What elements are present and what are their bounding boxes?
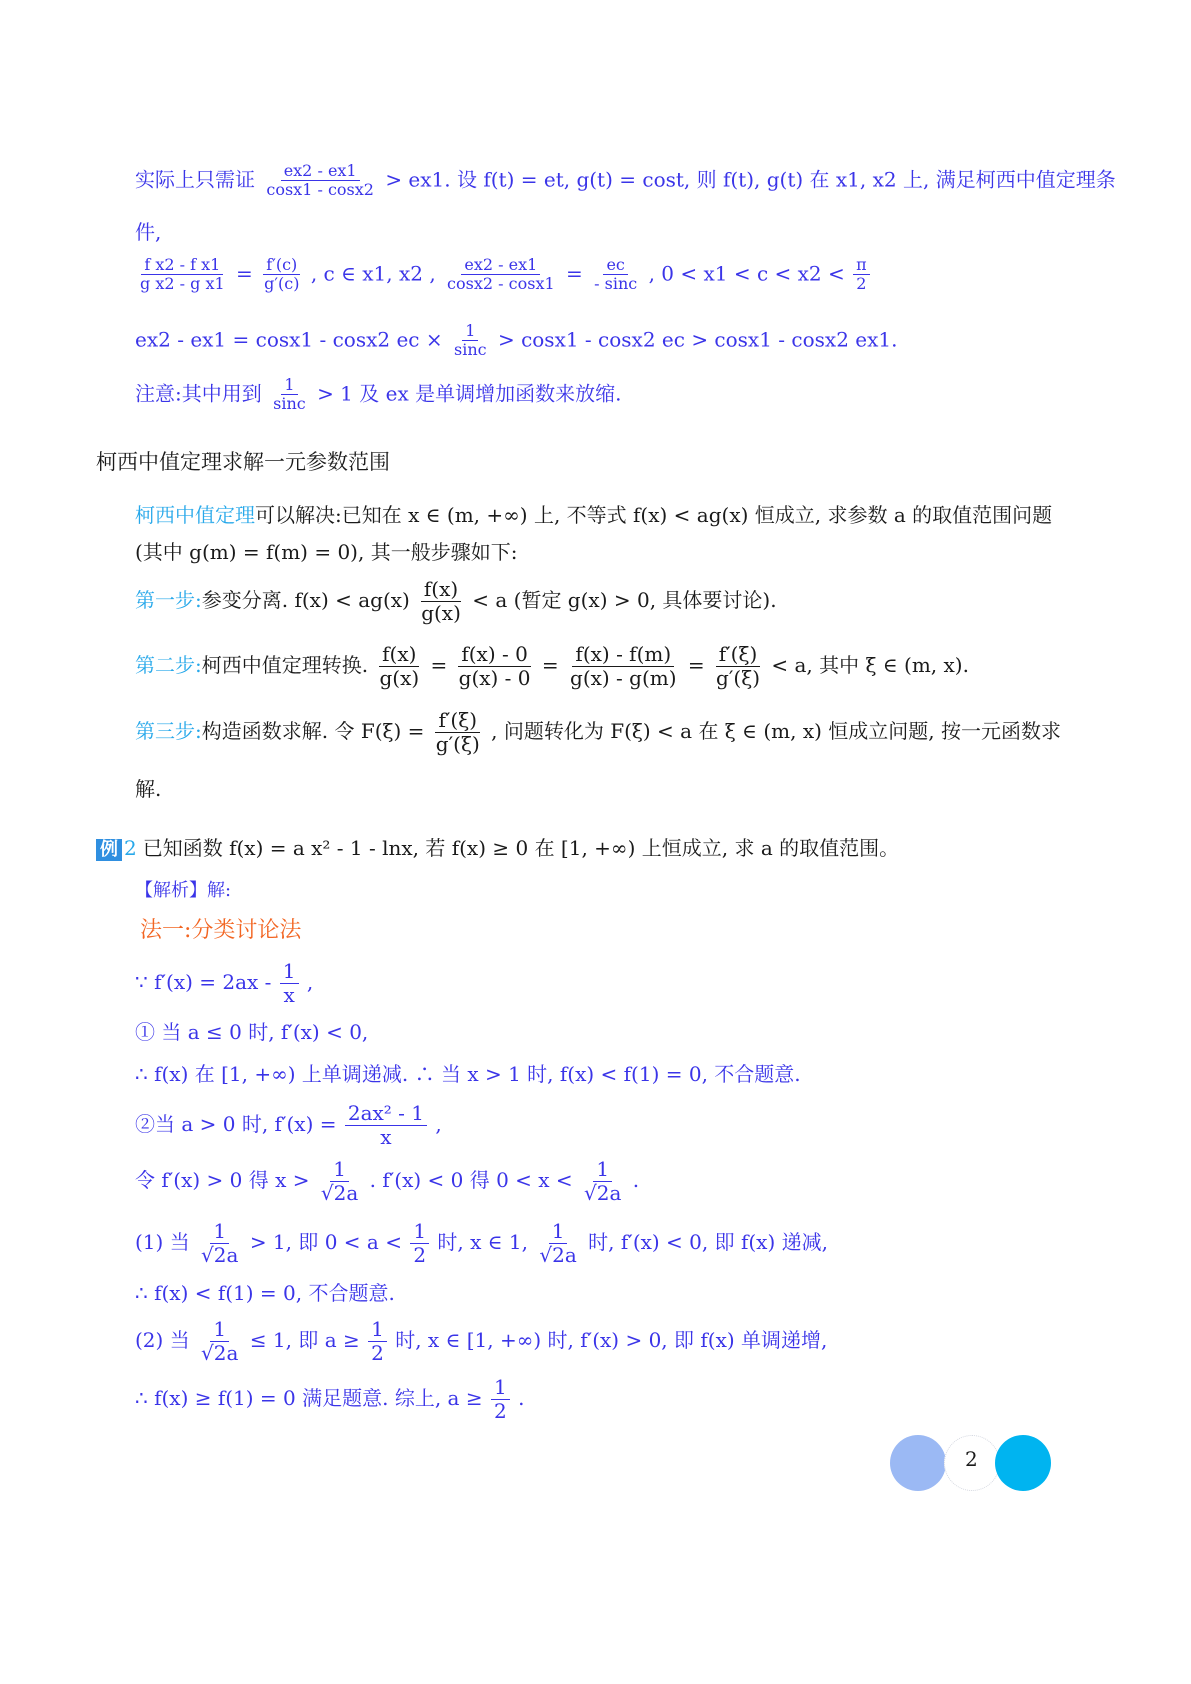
fraction-denominator: √2a — [320, 1181, 359, 1205]
text-segment: 时, x ∈ 1, — [437, 1230, 529, 1254]
solution-line — [135, 960, 313, 1007]
text-segment: , — [306, 970, 314, 994]
equals-sign: = — [430, 653, 448, 677]
solution-line — [135, 1158, 639, 1205]
fraction-denominator: g(x) — [379, 666, 420, 690]
solution-line — [135, 1318, 827, 1365]
fraction — [270, 376, 309, 414]
text-segment: < a (暂定 g(x) > 0, 具体要讨论). — [472, 588, 777, 612]
text-segment: < a, 其中 ξ ∈ (m, x). — [771, 653, 969, 677]
fraction — [581, 1158, 624, 1205]
fraction-numerator: f(x) — [421, 578, 461, 602]
text-segment: . — [518, 1386, 525, 1410]
fraction-numerator: f′(c) — [263, 256, 300, 275]
fraction — [853, 256, 870, 294]
fraction-numerator: f(x) - f(m) — [572, 643, 674, 667]
text-segment: ≤ 1, 即 a ≥ — [249, 1328, 360, 1352]
fraction — [345, 1102, 427, 1149]
text-line — [135, 162, 1116, 200]
fraction — [536, 1220, 579, 1267]
text-segment: > 1 及 ex 是单调增加函数来放缩. — [317, 381, 622, 406]
fraction-denominator: 2 — [371, 1341, 384, 1365]
equals-sign: = — [236, 261, 253, 286]
fraction-denominator: cosx1 - cosx2 — [266, 180, 374, 200]
text-line — [135, 503, 1052, 527]
fraction-denominator: g x2 - g x1 — [140, 274, 225, 294]
fraction — [261, 256, 302, 294]
example-line — [96, 836, 899, 861]
fraction-numerator: 2ax² - 1 — [345, 1102, 427, 1126]
solution-line: ∴ f(x) 在 [1, +∞) 上单调递减. ∴ 当 x > 1 时, f(x) < f(1) = 0, 不合题意. — [135, 1062, 801, 1086]
text-segment: 可以解决:已知在 x ∈ (m, +∞) 上, 不等式 f(x) < ag(x) 恒成立, 求参数 a 的取值范围问题 — [255, 503, 1053, 527]
step-line — [135, 643, 969, 690]
text-segment: > cosx1 - cosx2 ec > cosx1 - cosx2 ex1. — [497, 327, 898, 352]
section-heading: 柯西中值定理求解一元参数范围 — [96, 450, 390, 474]
text-segment: > ex1. 设 f(t) = et, g(t) = cost, 则 f(t), g(t) 在 x1, x2 上, 满足柯西中值定理条 — [385, 167, 1116, 192]
text-segment: , 0 < x1 < c < x2 < — [648, 261, 845, 286]
fraction-numerator: ec — [603, 256, 627, 275]
solution-line — [135, 1220, 828, 1267]
fraction-numerator: f(x) - 0 — [458, 643, 530, 667]
fraction-denominator: g(x) - 0 — [458, 666, 531, 690]
fraction-numerator: 1 — [462, 322, 478, 341]
step-label: 第一步: — [135, 588, 202, 612]
page-circle-right — [995, 1435, 1051, 1491]
fraction — [713, 643, 763, 690]
page-circle-left — [890, 1435, 946, 1491]
fraction-denominator: g(x) - g(m) — [570, 666, 677, 690]
solution-line: ① 当 a ≤ 0 时, f′(x) < 0, — [135, 1020, 369, 1044]
fraction — [318, 1158, 361, 1205]
fraction-numerator: π — [853, 256, 870, 275]
formula-line — [135, 322, 897, 360]
fraction-denominator: √2a — [539, 1243, 577, 1267]
fraction-denominator: cosx2 - cosx1 — [447, 274, 555, 294]
fraction — [456, 643, 534, 690]
fraction-denominator: g(x) — [421, 601, 461, 625]
text-segment: (2) 当 — [135, 1328, 190, 1352]
fraction — [444, 256, 558, 294]
fraction — [418, 578, 464, 625]
text-segment: 注意:其中用到 — [135, 381, 262, 406]
solution-line — [135, 1376, 524, 1423]
text-segment: 参变分离. f(x) < ag(x) — [201, 588, 410, 612]
text-segment: 时, f′(x) < 0, 即 f(x) 递减, — [588, 1230, 828, 1254]
text-segment: 时, x ∈ [1, +∞) 时, f′(x) > 0, 即 f(x) 单调递增, — [395, 1328, 828, 1352]
text-segment: . — [632, 1168, 640, 1192]
fraction-denominator: g′(ξ) — [435, 732, 480, 756]
fraction-numerator: 1 — [549, 1220, 568, 1244]
fraction-numerator: ex2 - ex1 — [281, 162, 360, 181]
solution-line: ∴ f(x) < f(1) = 0, 不合题意. — [135, 1281, 395, 1305]
fraction — [410, 1220, 429, 1267]
fraction — [280, 960, 299, 1007]
fraction-denominator: 2 — [413, 1243, 427, 1267]
fraction — [198, 1318, 241, 1365]
fraction-denominator: 2 — [493, 1399, 507, 1423]
text-segment: 令 f′(x) > 0 得 x > — [135, 1168, 310, 1192]
fraction-numerator: ex2 - ex1 — [461, 256, 540, 275]
fraction — [263, 162, 377, 200]
fraction-numerator: 1 — [210, 1220, 229, 1244]
text-segment: 实际上只需证 — [135, 167, 255, 192]
fraction-denominator: 2 — [856, 274, 867, 294]
text-line — [135, 540, 517, 564]
fraction-numerator: 1 — [410, 1220, 429, 1244]
text-segment: . f′(x) < 0 得 0 < x < — [369, 1168, 573, 1192]
equals-sign: = — [566, 261, 583, 286]
text-segment: ∴ f(x) ≥ f(1) = 0 满足题意. 综上, a ≥ — [135, 1386, 483, 1410]
fraction — [198, 1220, 241, 1267]
text-segment: ex2 - ex1 = cosx1 - cosx2 ec × — [135, 327, 443, 352]
note-line — [135, 376, 621, 414]
fraction — [491, 1376, 510, 1423]
text-segment: , c ∈ x1, x2 , — [310, 261, 436, 286]
text-segment: > 1, 即 0 < a < — [249, 1230, 402, 1254]
step-label: 第二步: — [135, 653, 202, 677]
fraction-numerator: f′(ξ) — [435, 709, 480, 733]
text-segment: 解. — [135, 777, 162, 801]
formula-line — [135, 256, 872, 294]
fraction-numerator: f x2 - f x1 — [141, 256, 223, 275]
fraction — [591, 256, 640, 294]
fraction-numerator: 1 — [210, 1318, 229, 1342]
method-title: 法一:分类讨论法 — [140, 918, 302, 943]
fraction-denominator: sinc — [273, 394, 306, 414]
equals-sign: = — [687, 653, 705, 677]
fraction-denominator: g′(ξ) — [716, 666, 761, 690]
fraction-numerator: f(x) — [379, 643, 419, 667]
step-line — [135, 709, 1061, 756]
equals-sign: = — [541, 653, 559, 677]
text-segment: , 问题转化为 F(ξ) < a 在 ξ ∈ (m, x) 恒成立问题, 按一元函数求 — [491, 719, 1061, 743]
text-segment: , — [435, 1112, 442, 1136]
fraction-numerator: 1 — [593, 1158, 612, 1182]
step-line — [135, 578, 777, 625]
text-segment: 构造函数求解. 令 F(ξ) = — [201, 719, 425, 743]
fraction-denominator: √2a — [201, 1243, 239, 1267]
fraction — [137, 256, 228, 294]
fraction — [368, 1318, 387, 1365]
highlight-term: 柯西中值定理 — [135, 503, 255, 527]
text-line — [135, 777, 161, 801]
fraction-numerator: 1 — [368, 1318, 387, 1342]
step-label: 第三步: — [135, 719, 202, 743]
fraction-denominator: - sinc — [594, 274, 638, 294]
fraction-denominator: sinc — [454, 340, 487, 360]
page-number: 2 — [965, 1447, 978, 1471]
fraction — [451, 322, 490, 360]
analysis-label: 【解析】解: — [135, 880, 232, 901]
fraction — [376, 643, 422, 690]
fraction-denominator: g′(c) — [264, 274, 300, 294]
fraction-numerator: f′(ξ) — [716, 643, 761, 667]
fraction — [567, 643, 680, 690]
fraction-denominator: √2a — [201, 1341, 239, 1365]
fraction-numerator: 1 — [330, 1158, 349, 1182]
fraction-denominator: √2a — [584, 1181, 622, 1205]
text-line — [135, 220, 161, 244]
text-segment: (其中 g(m) = f(m) = 0), 其一般步骤如下: — [135, 540, 518, 564]
fraction-numerator: 1 — [281, 376, 297, 395]
text-segment: ∵ f′(x) = 2ax - — [135, 970, 272, 994]
fraction-denominator: x — [380, 1125, 392, 1149]
example-number: 2 — [124, 836, 137, 860]
fraction-numerator: 1 — [280, 960, 299, 984]
fraction — [433, 709, 483, 756]
fraction-numerator: 1 — [491, 1376, 510, 1400]
example-badge: 例 — [96, 839, 122, 861]
text-segment: ②当 a > 0 时, f′(x) = — [135, 1112, 337, 1136]
example-text: 已知函数 f(x) = a x² - 1 - lnx, 若 f(x) ≥ 0 在 [1, +∞) 上恒成立, 求 a 的取值范围。 — [142, 836, 900, 860]
text-segment: 件, — [135, 220, 162, 244]
text-segment: (1) 当 — [135, 1230, 190, 1254]
fraction-denominator: x — [283, 983, 295, 1007]
solution-line — [135, 1102, 442, 1149]
text-segment: 柯西中值定理转换. — [201, 653, 369, 677]
